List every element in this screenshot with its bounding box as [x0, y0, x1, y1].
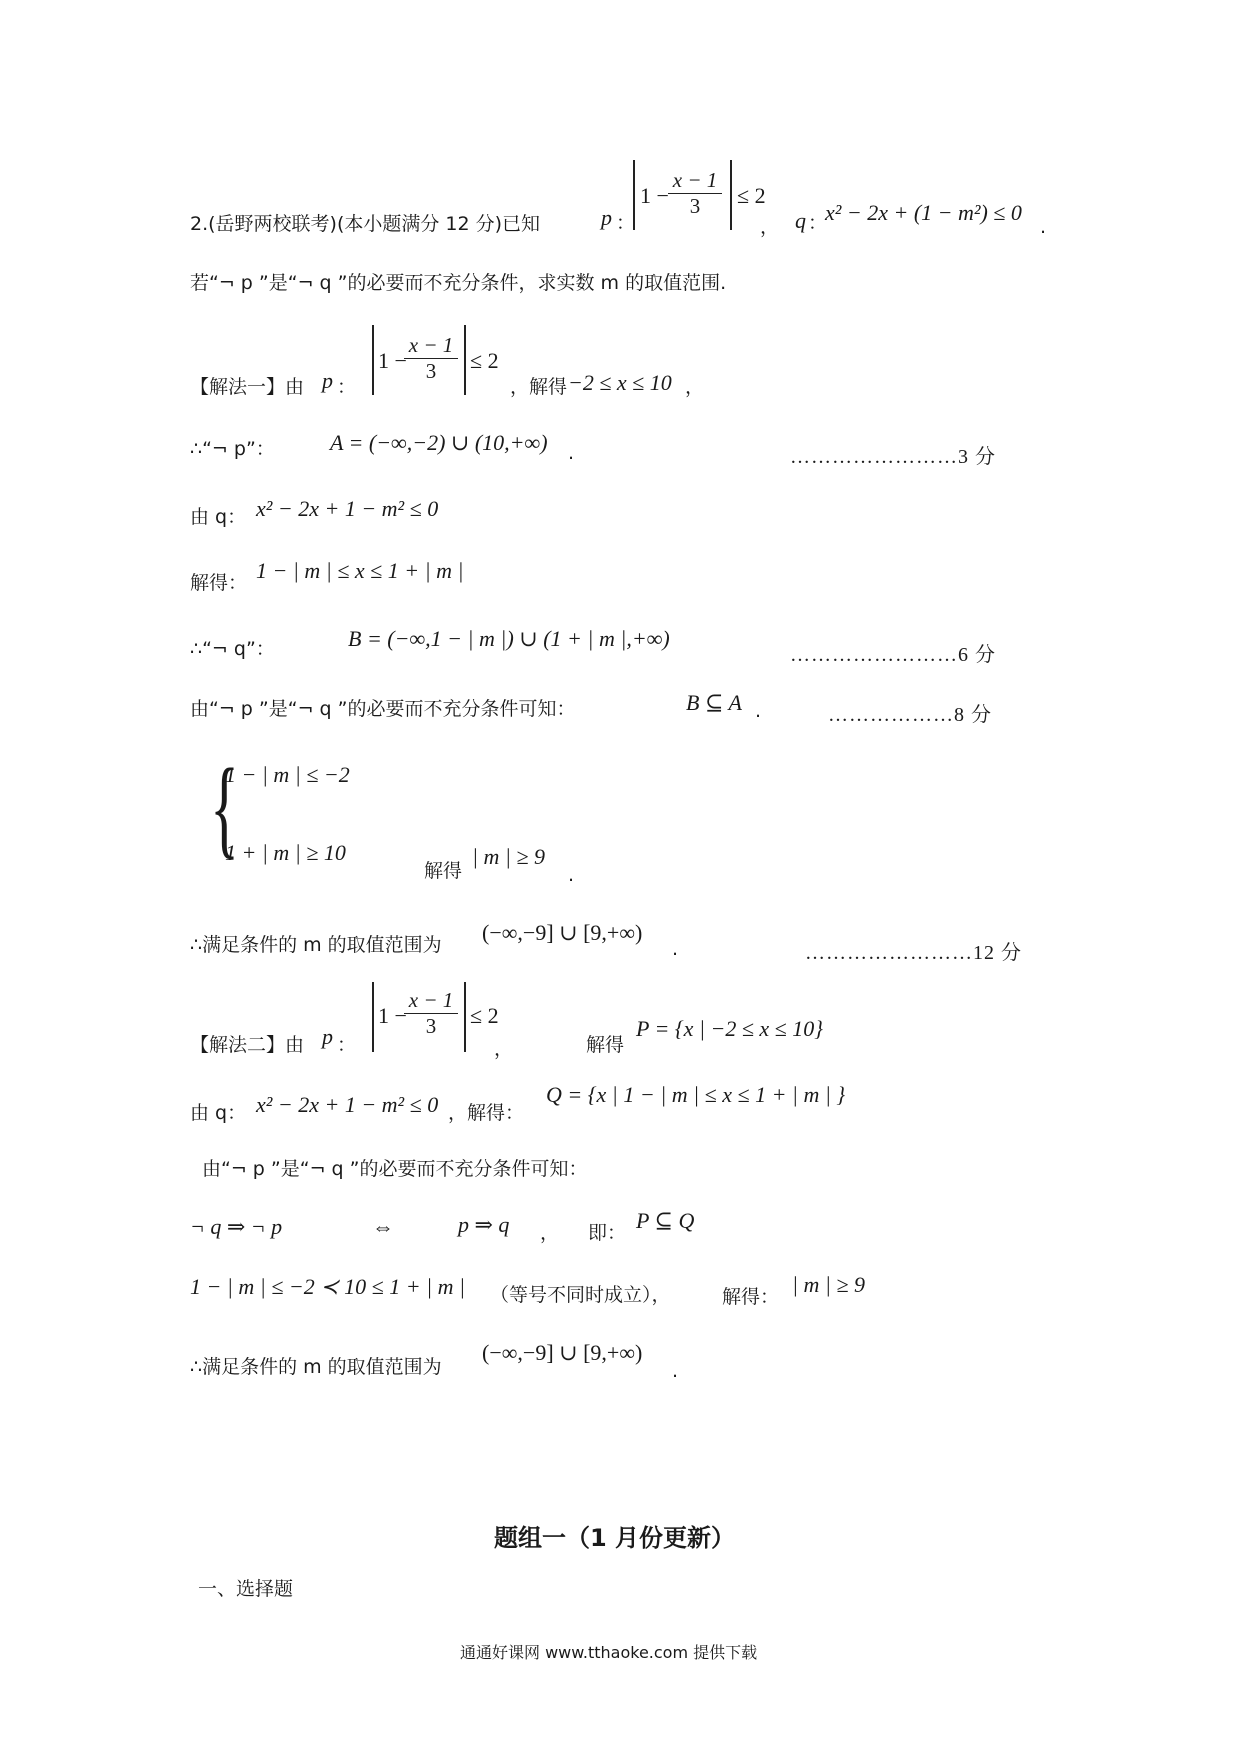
- comma: ，: [760, 216, 780, 238]
- abs-bar-right: [730, 160, 732, 230]
- period: .: [1040, 216, 1047, 238]
- sol2-p-label: p: [322, 1024, 333, 1049]
- sol1-not-p-end: .: [568, 442, 575, 464]
- problem-intro: 2.(岳野两校联考)(本小题满分 12 分)已知: [190, 213, 541, 235]
- sol2-ineq-expr: 1 − | m | ≤ −2 ≺ 10 ≤ 1 + | m |: [190, 1274, 466, 1299]
- fraction-numerator: x − 1: [668, 168, 722, 194]
- p-label: p: [601, 205, 612, 230]
- score-3: ……………………3 分: [790, 446, 996, 468]
- sol2-solve-label: 解得: [586, 1034, 625, 1056]
- sol2-conclusion-text: ∴满足条件的 m 的取值范围为: [190, 1356, 442, 1378]
- sol1-frac-num: x − 1: [404, 333, 458, 359]
- sol1-colon: ：: [337, 376, 357, 398]
- sol2-abs-left: 1 −: [378, 1003, 407, 1028]
- sol2-le2: ≤ 2: [470, 1003, 499, 1028]
- sol1-conclusion-expr: (−∞,−9] ∪ [9,+∞): [482, 920, 643, 945]
- abs-left-expr: 1 −: [640, 183, 669, 208]
- sol2-q-text: 由 q：: [190, 1102, 247, 1124]
- sol1-frac-den: 3: [425, 359, 437, 383]
- sol1-sys-end: .: [568, 864, 575, 886]
- sol1-q-text: 由 q：: [190, 506, 247, 528]
- sol1-abs-bar-left: [372, 325, 374, 395]
- sol2-Q-expr: Q = {x | 1 − | m | ≤ x ≤ 1 + | m | }: [546, 1082, 846, 1107]
- sol1-not-p-expr: A = (−∞,−2) ∪ (10,+∞): [330, 430, 548, 455]
- sol1-sys-solve-expr: | m | ≥ 9: [472, 844, 546, 869]
- sol2-frac-den: 3: [425, 1014, 437, 1038]
- sol1-conclusion-end: .: [672, 938, 679, 960]
- sol2-abs-bar-left: [372, 982, 374, 1052]
- score-6: ……………………6 分: [790, 644, 996, 666]
- sol2-fraction: [404, 988, 458, 1039]
- problem-line2: 若“¬ p ”是“¬ q ”的必要而不充分条件，求实数 m 的取值范围.: [190, 272, 727, 294]
- sol1-solved-expr: 1 − | m | ≤ x ≤ 1 + | m |: [256, 558, 464, 583]
- sol1-heading: 【解法一】由: [190, 376, 305, 398]
- sol2-ineq-note: （等号不同时成立），: [490, 1284, 671, 1306]
- sol1-cond-text: 由“¬ p ”是“¬ q ”的必要而不充分条件可知：: [190, 698, 576, 720]
- subsection-title: 一、选择题: [198, 1578, 294, 1600]
- sol2-colon: ：: [337, 1034, 357, 1056]
- sol2-impl2: p ⇒ q: [458, 1212, 510, 1237]
- sol2-impl-comma: ，: [540, 1222, 560, 1244]
- sol2-ineq-solve-label: 解得：: [722, 1286, 780, 1308]
- sol2-comma: ，: [494, 1038, 514, 1060]
- sol1-sys-solve-label: 解得: [424, 860, 463, 882]
- sol1-solve-expr: −2 ≤ x ≤ 10: [568, 370, 672, 395]
- sol2-P-expr: P = {x | −2 ≤ x ≤ 10}: [636, 1016, 824, 1041]
- page-footer: 通通好课网 www.tthaoke.com 提供下载: [460, 1643, 758, 1662]
- sol1-conclusion-text: ∴满足条件的 m 的取值范围为: [190, 934, 442, 956]
- fraction: [668, 168, 722, 219]
- sol2-q-solved-label: ，解得：: [448, 1102, 525, 1124]
- q-label: q: [795, 208, 806, 233]
- sol1-le2: ≤ 2: [470, 348, 499, 373]
- sol2-heading: 【解法二】由: [190, 1034, 305, 1056]
- sol1-cond-expr: B ⊆ A: [686, 690, 742, 715]
- sol2-ineq-solve-expr: | m | ≥ 9: [792, 1272, 866, 1297]
- sol1-fraction: [404, 333, 458, 384]
- le2: ≤ 2: [737, 183, 766, 208]
- sol1-p-label: p: [322, 368, 333, 393]
- system-brace: {: [210, 746, 240, 868]
- sol1-solve-end: ，: [685, 376, 705, 398]
- q-expression: x² − 2x + (1 − m²) ≤ 0: [825, 200, 1022, 225]
- sol2-conclusion-end: .: [672, 1360, 679, 1382]
- sol2-ie-expr: P ⊆ Q: [636, 1208, 695, 1233]
- sol2-cond-text: 由“¬ p ”是“¬ q ”的必要而不充分条件可知：: [202, 1158, 588, 1180]
- sol1-solved-label: 解得：: [190, 572, 248, 594]
- sol2-frac-num: x − 1: [404, 988, 458, 1014]
- abs-bar-left: [633, 160, 635, 230]
- sol1-abs-bar-right: [464, 325, 466, 395]
- sol2-iff: ⇔: [372, 1214, 394, 1239]
- fraction-denominator: 3: [689, 194, 701, 218]
- sol1-q-expr: x² − 2x + 1 − m² ≤ 0: [256, 496, 439, 521]
- score-8: ………………8 分: [828, 704, 992, 726]
- sol1-solve-text: ，解得: [510, 376, 568, 398]
- sol1-sys-line2: 1 + | m | ≥ 10: [225, 840, 346, 865]
- sol2-ie-label: 即：: [588, 1222, 627, 1244]
- sol1-not-p-text: ∴“¬ p”：: [190, 438, 275, 460]
- colon: ：: [616, 212, 636, 234]
- sol1-abs-left: 1 −: [378, 348, 407, 373]
- section-title: 题组一（1 月份更新）: [494, 1524, 736, 1552]
- sol1-not-q-text: ∴“¬ q”：: [190, 638, 275, 660]
- sol2-impl1: ¬ q ⇒ ¬ p: [190, 1214, 283, 1239]
- score-12: ……………………12 分: [805, 942, 1022, 964]
- sol1-cond-end: .: [755, 700, 762, 722]
- sol1-sys-line1: 1 − | m | ≤ −2: [225, 762, 350, 787]
- sol2-conclusion-expr: (−∞,−9] ∪ [9,+∞): [482, 1340, 643, 1365]
- sol1-not-q-expr: B = (−∞,1 − | m |) ∪ (1 + | m |,+∞): [348, 626, 670, 651]
- sol2-abs-bar-right: [464, 982, 466, 1052]
- sol2-q-expr: x² − 2x + 1 − m² ≤ 0: [256, 1092, 439, 1117]
- colon2: ：: [808, 212, 828, 234]
